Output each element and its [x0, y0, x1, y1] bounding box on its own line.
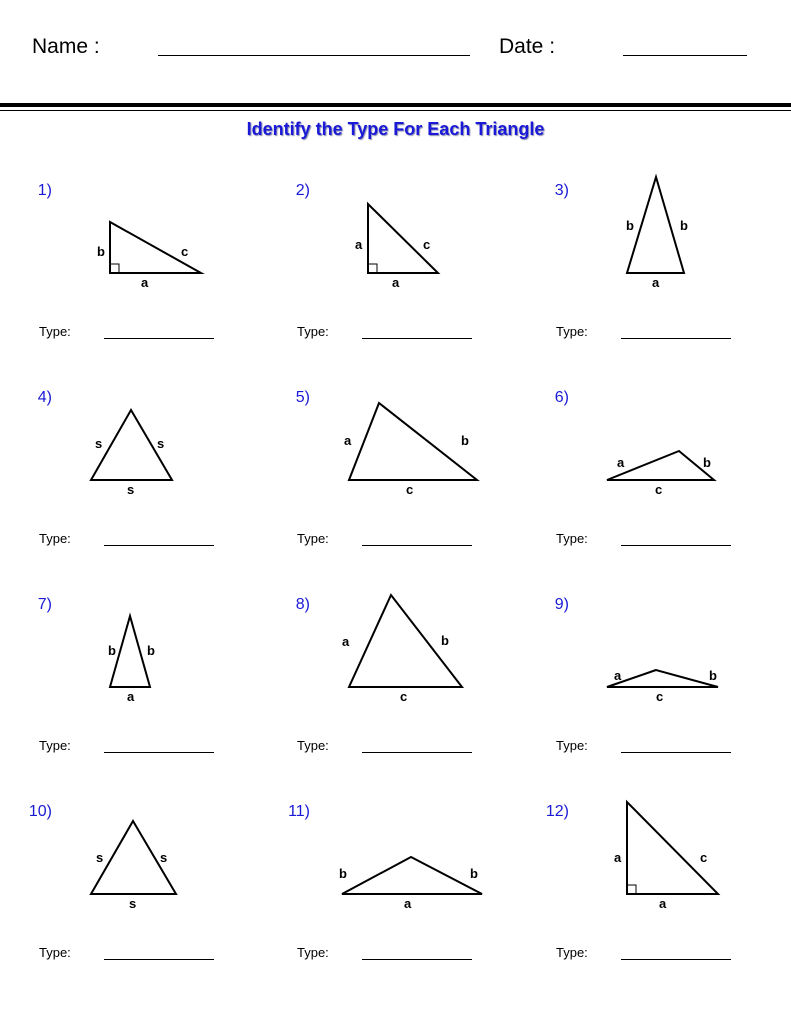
- side-label: a: [355, 237, 363, 252]
- side-label: c: [700, 850, 708, 865]
- side-label: b: [470, 866, 478, 881]
- type-label: Type:: [297, 738, 329, 753]
- problem-number: 4): [37, 389, 52, 406]
- side-label: b: [339, 866, 347, 881]
- side-label: c: [406, 482, 414, 497]
- side-label: a: [614, 668, 622, 683]
- side-label: s: [127, 482, 135, 497]
- problem-number: 5): [295, 389, 310, 406]
- type-answer-blank[interactable]: [104, 338, 214, 339]
- worksheet-title: Identify the Type For Each Triangle: [246, 119, 545, 139]
- side-label: a: [614, 850, 622, 865]
- type-label: Type:: [39, 324, 71, 339]
- problem-number: 7): [37, 596, 52, 613]
- type-label: Type:: [297, 945, 329, 960]
- type-answer-blank[interactable]: [362, 338, 472, 339]
- side-label: a: [404, 896, 412, 911]
- side-label: b: [709, 668, 717, 683]
- side-label: b: [680, 218, 688, 233]
- side-label: s: [95, 436, 103, 451]
- side-label: b: [703, 455, 711, 470]
- name-label: Name :: [32, 35, 100, 58]
- type-label: Type:: [556, 531, 588, 546]
- type-label: Type:: [39, 945, 71, 960]
- side-label: c: [423, 237, 431, 252]
- problem-number: 8): [295, 596, 310, 613]
- side-label: b: [147, 643, 155, 658]
- type-answer-blank[interactable]: [362, 959, 472, 960]
- problem-number: 12): [545, 803, 569, 820]
- type-label: Type:: [39, 531, 71, 546]
- type-answer-blank[interactable]: [621, 959, 731, 960]
- header-divider-thin: [0, 110, 791, 111]
- type-label: Type:: [556, 945, 588, 960]
- side-label: s: [96, 850, 104, 865]
- type-answer-blank[interactable]: [621, 338, 731, 339]
- side-label: c: [655, 482, 663, 497]
- date-label: Date :: [499, 35, 556, 58]
- side-label: a: [617, 455, 625, 470]
- type-label: Type:: [39, 738, 71, 753]
- type-label: Type:: [297, 324, 329, 339]
- side-label: a: [141, 275, 149, 290]
- side-label: b: [441, 633, 449, 648]
- type-answer-blank[interactable]: [104, 959, 214, 960]
- side-label: b: [626, 218, 634, 233]
- type-answer-blank[interactable]: [621, 545, 731, 546]
- type-answer-blank[interactable]: [104, 545, 214, 546]
- side-label: a: [344, 433, 352, 448]
- side-label: s: [129, 896, 137, 911]
- problem-number: 11): [288, 803, 310, 820]
- type-answer-blank[interactable]: [621, 752, 731, 753]
- problem-number: 9): [554, 596, 569, 613]
- side-label: c: [181, 244, 189, 259]
- problem-number: 6): [554, 389, 569, 406]
- side-label: s: [157, 436, 165, 451]
- date-blank-line[interactable]: [623, 55, 747, 56]
- side-label: a: [127, 689, 135, 704]
- side-label: c: [400, 689, 408, 704]
- side-label: a: [342, 634, 350, 649]
- type-label: Type:: [297, 531, 329, 546]
- problem-number: 2): [295, 182, 310, 199]
- type-answer-blank[interactable]: [104, 752, 214, 753]
- type-label: Type:: [556, 738, 588, 753]
- side-label: b: [108, 643, 116, 658]
- problem-number: 10): [28, 803, 52, 820]
- header-divider-thick: [0, 103, 791, 107]
- type-answer-blank[interactable]: [362, 545, 472, 546]
- side-label: b: [97, 244, 105, 259]
- name-blank-line[interactable]: [158, 55, 470, 56]
- side-label: c: [656, 689, 664, 704]
- problem-number: 1): [37, 182, 52, 199]
- type-label: Type:: [556, 324, 588, 339]
- side-label: a: [659, 896, 667, 911]
- side-label: b: [461, 433, 469, 448]
- problem-number: 3): [554, 182, 569, 199]
- side-label: a: [652, 275, 660, 290]
- side-label: a: [392, 275, 400, 290]
- side-label: s: [160, 850, 168, 865]
- type-answer-blank[interactable]: [362, 752, 472, 753]
